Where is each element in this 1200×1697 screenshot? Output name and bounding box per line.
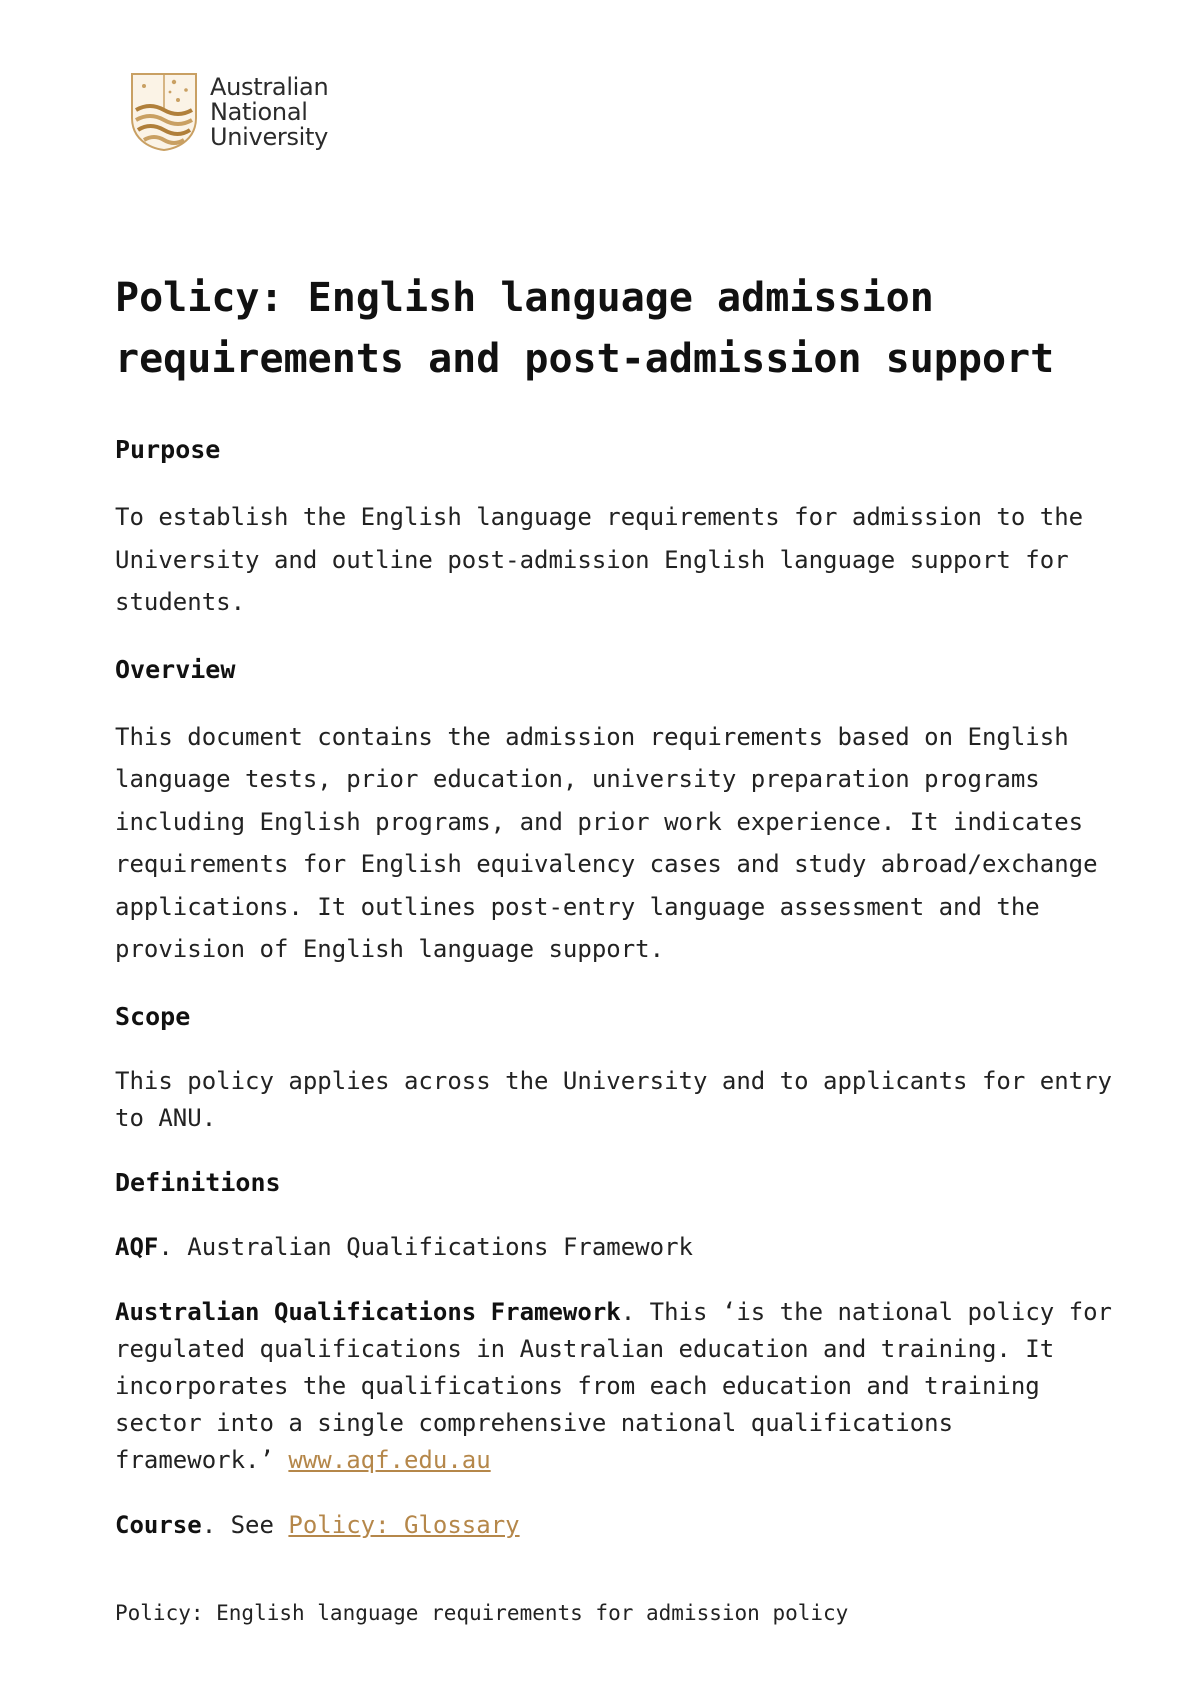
policy-glossary-link[interactable]: Policy: Glossary — [288, 1510, 520, 1539]
university-crest-icon — [130, 72, 198, 152]
purpose-heading: Purpose — [115, 435, 221, 464]
definition-term: AQF — [115, 1232, 159, 1261]
anu-logo — [130, 72, 328, 152]
definition-term: Course — [115, 1510, 202, 1539]
definition-aqf — [115, 1229, 1115, 1266]
definition-text: . This ‘is the national policy for regulated qualifications in Australian education and training. It incorporates the qualifications from each education and training sector into a single comprehensive national qualifications framework.’ — [115, 1297, 1113, 1474]
document-body — [115, 268, 1115, 1544]
logo-wordmark — [210, 72, 329, 151]
logo-line-1: Australian — [210, 72, 329, 101]
definition-text: . Australian Qualifications Framework — [158, 1232, 693, 1261]
overview-heading: Overview — [115, 654, 236, 684]
page-footer: Policy: English language requirements for admission policy — [115, 1601, 849, 1625]
page-title: Policy: English language admission requirements and post-admission support — [115, 275, 1055, 382]
definition-text: . See — [201, 1510, 289, 1539]
logo-line-2: National — [210, 97, 308, 126]
overview-text: This document contains the admission requirements based on English language tests, prior education, university preparation programs including English programs, and prior work experience. It indicates requirements for English equivalency cases and study abroad/exchange applications. It outlines post-entry language assessment and the provision of English language support. — [115, 722, 1098, 963]
purpose-text: To establish the English language requirements for admission to the University and outline post-admission English language support for students. — [115, 503, 1084, 616]
definition-term: Australian Qualifications Framework — [115, 1297, 621, 1326]
aqf-website-link[interactable]: www.aqf.edu.au — [288, 1445, 491, 1474]
definitions-heading: Definitions — [115, 1167, 281, 1197]
logo-line-3: University — [210, 122, 329, 151]
scope-heading: Scope — [115, 1001, 191, 1031]
definition-aqf-full — [115, 1294, 1115, 1479]
scope-text: This policy applies across the University and to applicants for entry to ANU. — [115, 1066, 1112, 1132]
definition-course — [115, 1507, 1115, 1544]
